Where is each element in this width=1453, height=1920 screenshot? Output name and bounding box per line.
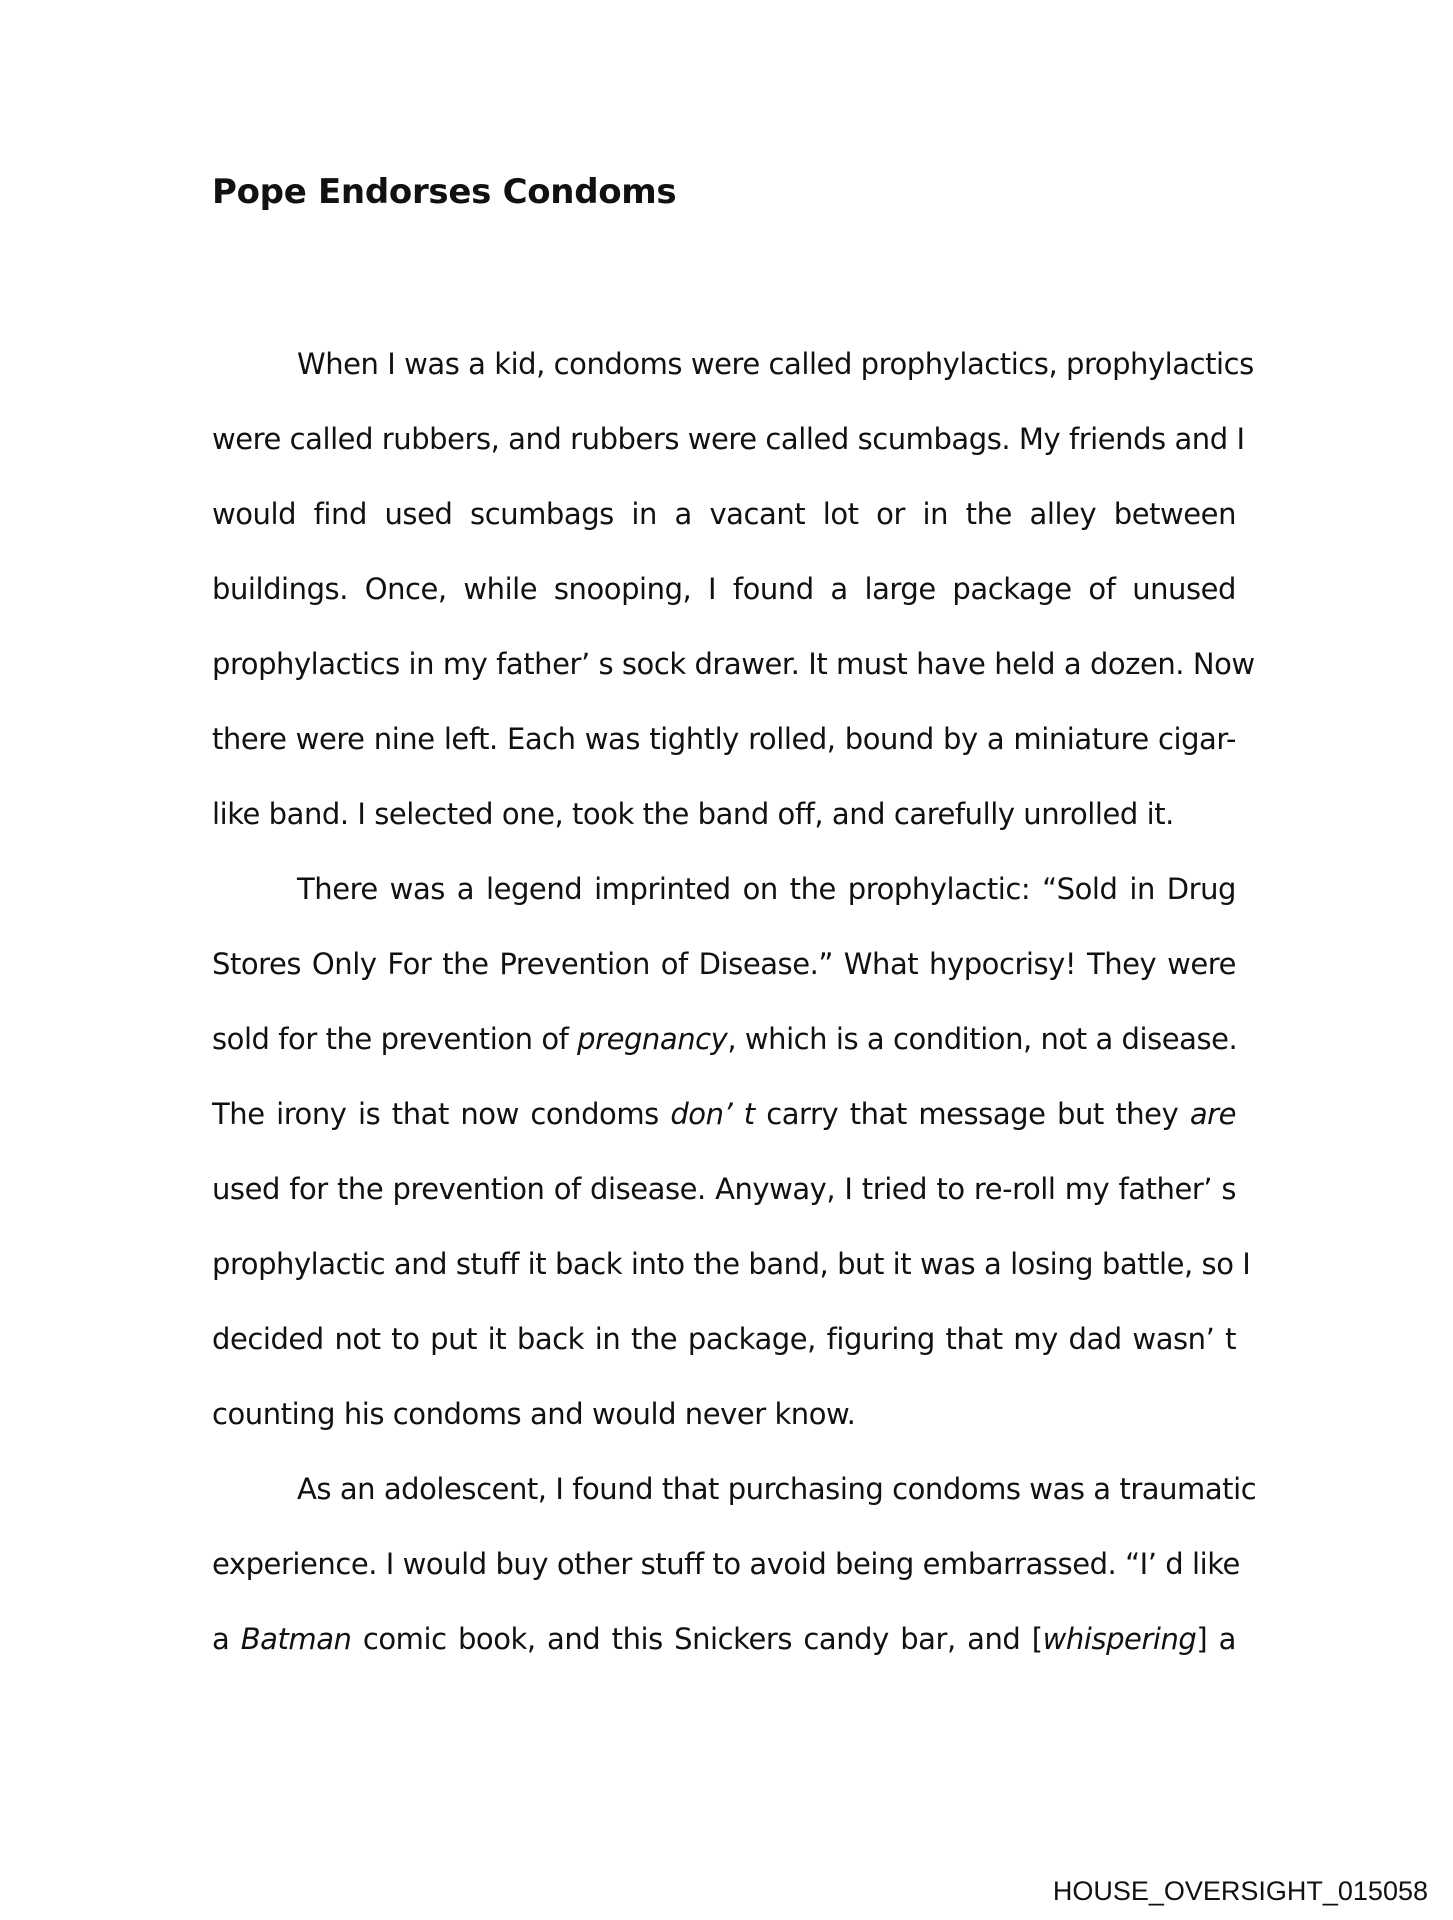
text-line: prophylactics in my father’ s sock drawer. It must have held a dozen. Now [212, 647, 1255, 681]
italic-text: don’ t [670, 1097, 755, 1131]
text-line: were called rubbers, and rubbers were called scumbags. My friends and I [212, 422, 1245, 456]
text-line: counting his condoms and would never know. [212, 1397, 856, 1431]
text-line: decided not to put it back in the package, figuring that my dad wasn’ t [212, 1322, 1236, 1356]
text-run: comic book, and this Snickers candy bar, and [ [351, 1622, 1043, 1656]
text-line: there were nine left. Each was tightly rolled, bound by a miniature cigar- [212, 722, 1236, 756]
text-line: As an adolescent, I found that purchasing condoms was a traumatic [297, 1472, 1257, 1506]
text-line [212, 1602, 1236, 1677]
text-run: sold for the prevention of [212, 1022, 578, 1056]
document-body [212, 327, 1257, 1677]
italic-text: pregnancy [577, 1022, 728, 1056]
italic-text: Batman [240, 1622, 352, 1656]
text-line: would find used scumbags in a vacant lot or in the alley between [212, 497, 1236, 531]
text-line: There was a legend imprinted on the prophylactic: “Sold in Drug [297, 872, 1236, 906]
text-run: carry that message but they [754, 1097, 1190, 1131]
text-run: The irony is that now condoms [212, 1097, 671, 1131]
italic-text: are [1189, 1097, 1236, 1131]
paragraph [212, 1452, 1257, 1677]
text-line: When I was a kid, condoms were called prophylactics, prophylactics [297, 347, 1254, 381]
text-run: a [212, 1622, 241, 1656]
text-line: like band. I selected one, took the band off, and carefully unrolled it. [212, 797, 1174, 831]
text-line: experience. I would buy other stuff to avoid being embarrassed. “I’ d like [212, 1547, 1240, 1581]
text-line: used for the prevention of disease. Anyway, I tried to re-roll my father’ s [212, 1172, 1236, 1206]
page-title: Pope Endorses Condoms [212, 172, 677, 212]
paragraph [212, 327, 1255, 852]
bates-number: HOUSE_OVERSIGHT_015058 [1052, 1876, 1428, 1906]
text-run: , which is a condition, not a disease. [727, 1022, 1238, 1056]
text-line [212, 1002, 1236, 1077]
text-line: buildings. Once, while snooping, I found a large package of unused [212, 572, 1236, 606]
paragraph [212, 852, 1251, 1452]
text-line: prophylactic and stuff it back into the band, but it was a losing battle, so I [212, 1247, 1251, 1281]
text-run: ] a [1196, 1622, 1236, 1656]
text-line: Stores Only For the Prevention of Disease.” What hypocrisy! They were [212, 947, 1236, 981]
italic-text: whispering [1042, 1622, 1197, 1656]
text-line [212, 1077, 1236, 1152]
